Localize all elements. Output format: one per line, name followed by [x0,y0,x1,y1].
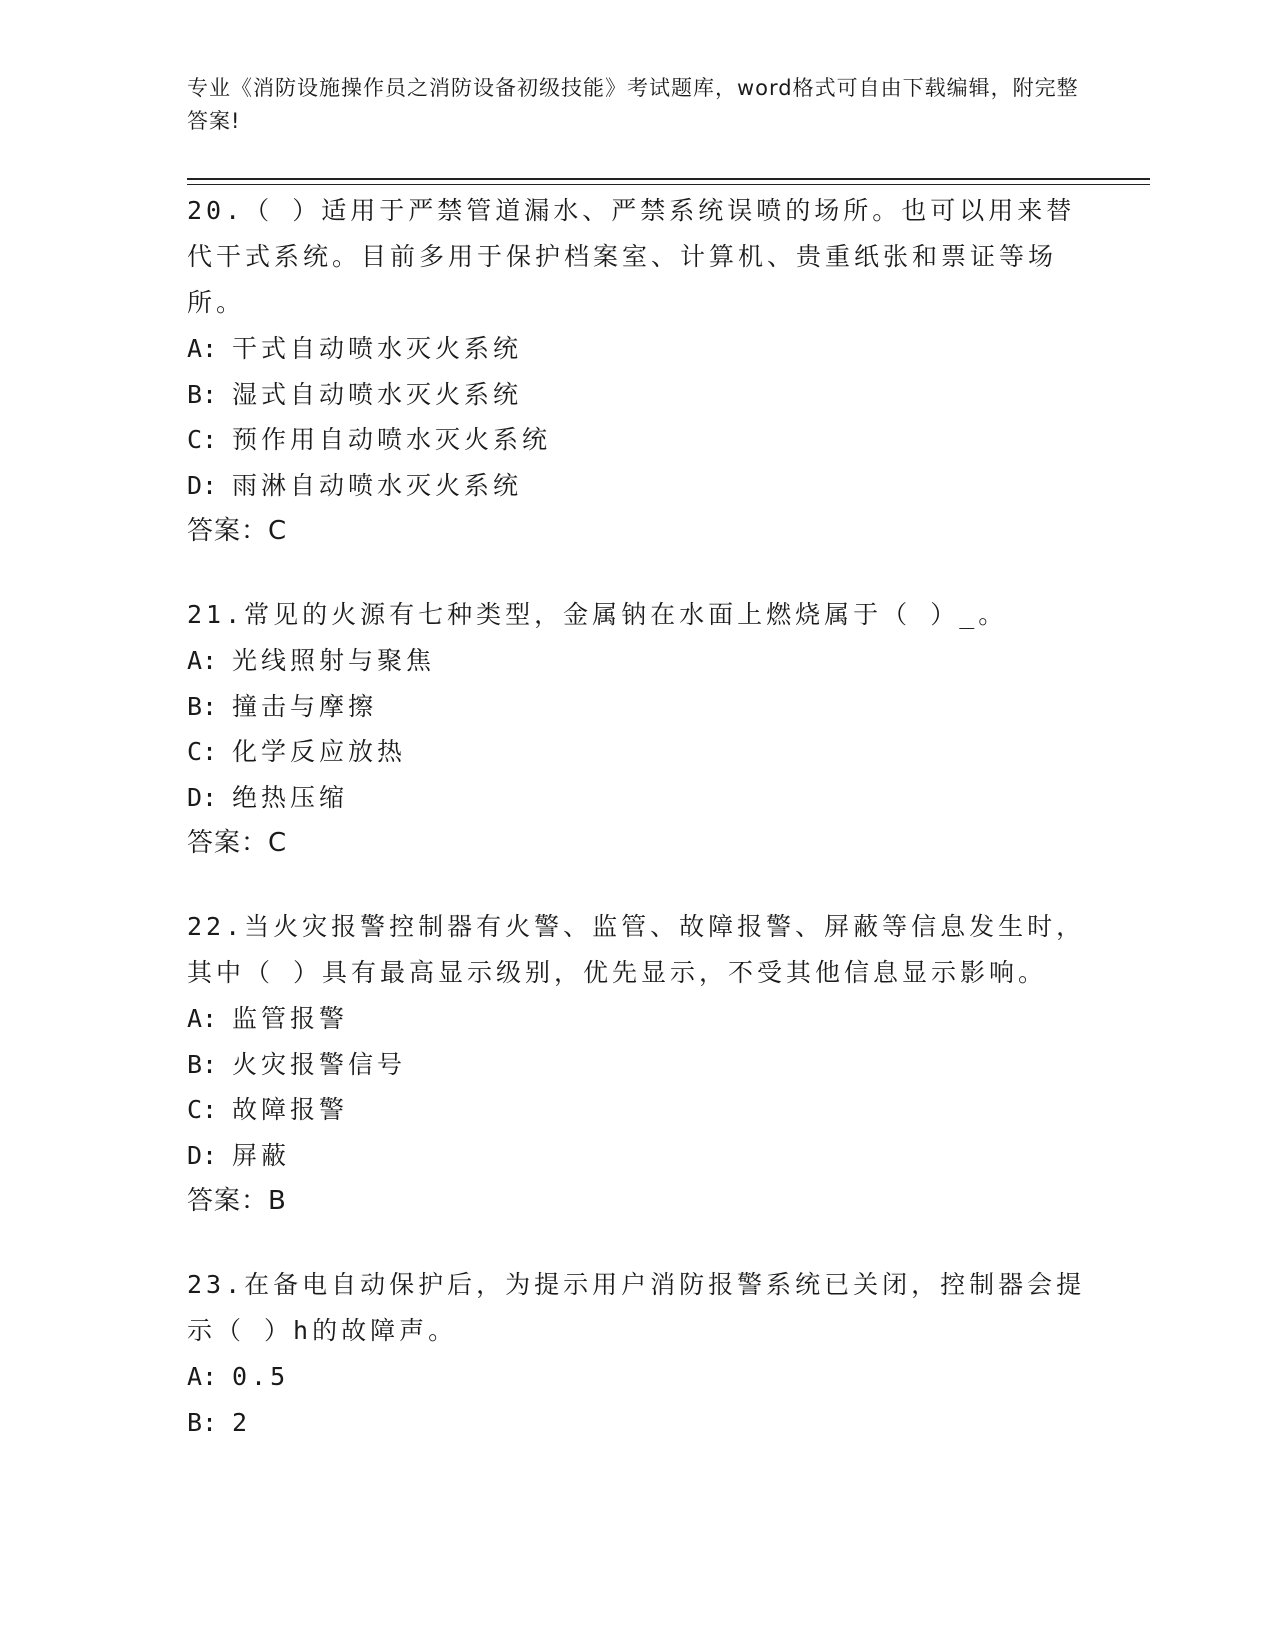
question-21 [187,592,1087,866]
option-text: 湿式自动喷水灭火系统 [232,379,523,409]
option-letter: D: [187,1140,218,1170]
question-list [187,188,1087,1483]
option-letter: A: [187,1362,218,1391]
option-text: 雨淋自动喷水灭火系统 [232,470,523,500]
option-c [187,729,1087,775]
option-d [187,775,1087,821]
option-c [187,1087,1087,1133]
option-letter: C: [187,425,218,454]
question-text: 20.（ ）适用于严禁管道漏水、严禁系统误喷的场所。也可以用来替代干式系统。目前多用于保护档案室、计算机、贵重纸张和票证等场所。 [187,196,1076,317]
option-text: 监管报警 [232,1004,349,1033]
question-23 [187,1262,1087,1445]
option-letter: B: [187,1407,218,1437]
option-d [187,463,1087,509]
option-letter: C: [187,737,218,766]
option-letter: A: [187,334,218,363]
option-letter: D: [187,782,218,812]
option-letter: C: [187,1095,218,1124]
question-22 [187,904,1087,1224]
option-b [187,684,1087,730]
option-text: 干式自动喷水灭火系统 [232,334,523,363]
option-letter: A: [187,1004,218,1033]
option-text: 光线照射与聚焦 [232,646,436,675]
header-divider [187,178,1150,185]
option-letter: B: [187,1049,218,1079]
option-c [187,417,1087,463]
question-text: 23.在备电自动保护后，为提示用户消防报警系统已关闭，控制器会提示（ ）h的故障声。 [187,1270,1086,1345]
option-b [187,372,1087,418]
option-text: 2 [232,1407,252,1437]
option-d [187,1133,1087,1179]
question-text: 21.常见的火源有七种类型，金属钠在水面上燃烧属于（ ）_。 [187,600,1008,629]
option-letter: D: [187,470,218,500]
option-text: 预作用自动喷水灭火系统 [232,425,552,454]
option-text: 故障报警 [232,1095,349,1124]
option-letter: B: [187,379,218,409]
option-a [187,638,1087,684]
option-text: 绝热压缩 [232,782,349,812]
option-b [187,1042,1087,1088]
option-text: 屏蔽 [232,1140,291,1170]
answer-label: 答案：C [187,828,288,858]
question-20 [187,188,1087,554]
option-letter: B: [187,691,218,721]
option-a [187,1354,1087,1400]
option-text: 火灾报警信号 [232,1049,407,1079]
question-text: 22.当火灾报警控制器有火警、监管、故障报警、屏蔽等信息发生时，其中（ ）具有最高显示级别，优先显示，不受其他信息显示影响。 [187,912,1086,987]
option-letter: A: [187,646,218,675]
option-text: 0.5 [232,1362,290,1391]
answer-label: 答案：B [187,1186,287,1216]
option-a [187,996,1087,1042]
answer-label: 答案：C [187,516,288,546]
document-header: 专业《消防设施操作员之消防设备初级技能》考试题库，word格式可自由下载编辑，附完整答案! [187,76,1079,133]
option-text: 撞击与摩擦 [232,691,378,721]
option-b [187,1400,1087,1446]
option-text: 化学反应放热 [232,737,407,766]
option-a [187,326,1087,372]
